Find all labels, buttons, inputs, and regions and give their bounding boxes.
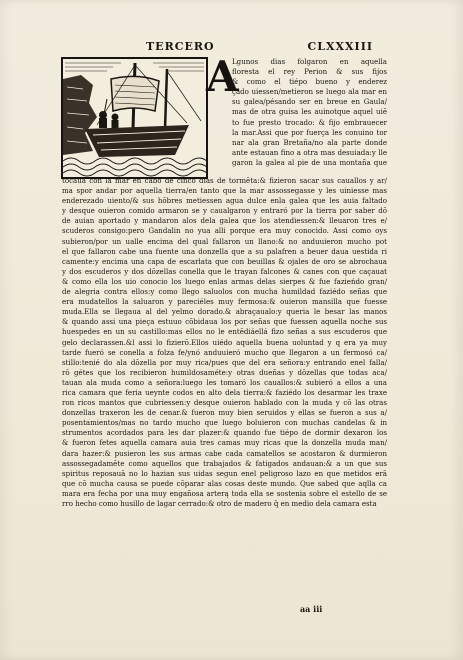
text-line: strumentos acordados para les dar plazer:& quando fue tiépo de dormir dexaron los [62,428,387,438]
main-text-block [62,176,387,509]
text-line: enderezado uiento/& sus hōbres metiessen agua dulce enla galea que les auia faltado [62,196,387,206]
text-line: & como ella los uio conocio los luego enlas armas delas sierpes & fue fazieńdo gran/ [62,276,387,286]
text-line: de auian aportado y mandaron alos dela galea que los atendiessen:& lleuaron tres e/ [62,216,387,226]
text-line: rō gétes que los recibieron humildosaméte:y otras dueñas y dōzellas que todas aca/ [62,367,387,377]
text-line: gelo declarassen.&l assi lo fizierō.Ellos uiédo aquella buena uoluntad y q era ya muy [62,337,387,347]
text-line: tocaua con la mar en cabo de cinco dias de tormēta:& fizieron sacar sus cauallos y ar/ [62,176,387,185]
text-line: dara hazer:& pusieron les sus armas cabe cada camatellos se acostaron & durmieron [62,448,387,458]
text-line: ante estauan fino a otra mas desuiada:y lle [232,147,387,157]
signature-mark: aa iii [300,604,323,614]
text-line: spiritus reposauā no lo hazian sus uidas segun enel peligroso lazo en que metidos erā [62,468,387,478]
opening-text-block [232,57,387,168]
text-line: era mudatellos la saluaron y pareciéles muy fermosa:& ouieron mansilla que fuesse [62,297,387,307]
header-book-title: TERCERO [146,40,215,53]
text-line: camente:y encima una capa de escarlata que con beuillas & ojales de oro se abrochaua [62,256,387,266]
text-line: & fueron fetes aquella camara auia tres camas muy ricas que la donzella muda man/ [62,438,387,448]
text-line: & como el tiépo bueno y enderez [232,77,387,87]
text-line: scuderos consigo:pero Gandalin no yua alli porque era muy conocido. Assi como oys [62,226,387,236]
text-line: de alegria contra ellos:y como llego saluolos con mucha humildad faziédo señas que [62,287,387,297]
text-line: assossegadamēte como aquellos que trabajados & fatigados andauan:& a un que sus [62,458,387,468]
text-line: floresta el rey Perion & sus fijos [232,67,387,77]
text-line: tarde fueró se conella a folza fe/ynó anduuieró mucho que llegaron a un fermosó ca/ [62,347,387,357]
text-line: çado uiessen/metieron se luego ala mar en [232,87,387,97]
running-header [146,40,373,53]
text-line: que cō mucha causa se puede cōparar alas cosas deste mundo. Que sabed que aqlla ca [62,478,387,488]
text-line: rica camara que feria ueynte codos en alto dela tierra:& faziédo los desarmar les traxe [62,387,387,397]
text-line: mara era fecha por una muy engañosa arterą toda ella se sostenia sobre el estello de se [62,488,387,498]
text-line: huespedes en un su castillo:mas ellos no le entēdiáellá fizo señas a sus escuderos que [62,327,387,337]
text-line: donzellas traxeron les de cenar.& fueron muy bien seruidos y ellas se fueron a sus a/ [62,408,387,418]
text-line: mas de otra guisa les auinotque aquel uiē [232,107,387,117]
text-line: subieron/por un ualle encima del qual fallaron un llano:& no anduuieron mucho pot [62,236,387,246]
text-line: tauan ala muda como a señora:luego les tomaró los cauallos:& subieró a ellos a una [62,377,387,387]
text-line: rro hecho como husillo de lagar cerrado:& otro de madero q̄ en medio dela camara esta [62,499,377,508]
text-line: garon la galea al pie de una montaña que [232,157,387,167]
text-line: y desque ouieron comido armaron se y caualgaron y entraró por la tierra por saber dō [62,206,387,216]
text-line: y dos escuderos y dos dōzellas conella que le trayan falcones & canes con que caçauat [62,266,387,276]
text-line: el que fallaron cabe una fuente una donzella que a su palafren a beuer daua uestida ri [62,246,387,256]
text-line: to fue presto trocado: & fijo embrauecer [232,117,387,127]
text-line: & quando assi una pieça estuuo cōbidaua los por señas que fuessen aquella noche sus [62,317,387,327]
header-folio-number: CLXXXIII [307,40,373,53]
text-line: la mar.Assi que por fuerça les conuino tor [232,127,387,137]
text-line: Lgunos dias folgaron en aquella [232,57,387,66]
text-line: nar ala gran Bretaña/no ala parte donde [232,137,387,147]
text-line: muda.Ella se llegaua al del yelmo dorado.& abraçaualo:y queria le besar las manos [62,307,387,317]
drop-cap-initial: A [206,52,239,101]
text-line: stillo:tenié do ala dōzella por muy rica/pues que del era señora:y entrando enel falla/ [62,357,387,367]
text-line: su galea/pésando ser en breue en Gaula/ [232,97,387,107]
text-line: ma spor andar por aquella tierra/en tanto que la mar assossegasse y les uiniesse mas [62,186,387,196]
woodcut-ship-with-knights-icon [61,57,208,179]
text-line: posentamientos/mas no tardo mucho que luego boluieron con muchas candelas & in [62,418,387,428]
text-line: ron ricos mantos que cubriessen:y desque ouieron hablado con la muda y cō las otras [62,398,387,408]
